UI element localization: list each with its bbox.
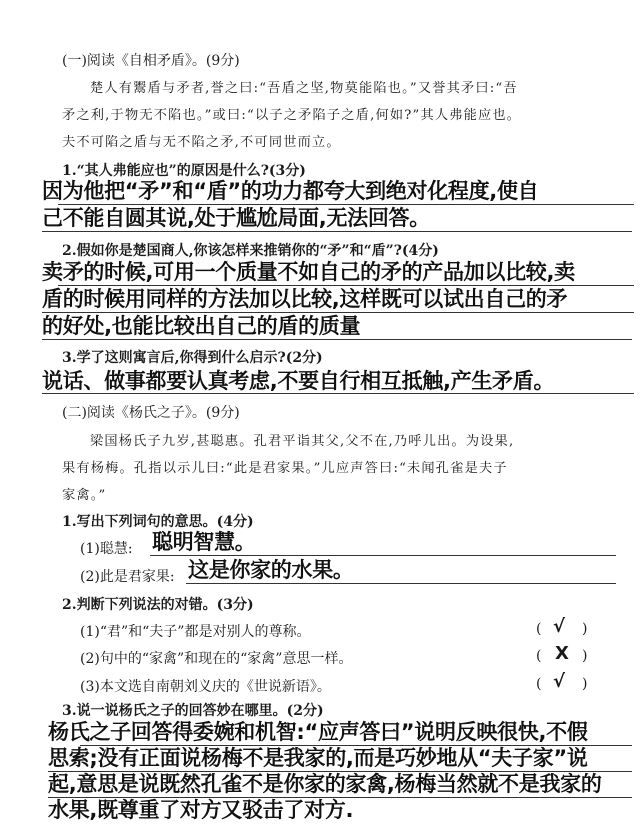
answer-underline xyxy=(186,583,616,584)
judgement-3-text: (3)本文选自南朝刘义庆的《世说新语》。 xyxy=(80,679,331,695)
passage-1-line-2: 矛之利,于物无不陷也。”或曰:“以子之矛陷子之盾,何如?”其人弗能应也。 xyxy=(62,108,522,123)
answer-underline xyxy=(42,312,634,313)
answer-underline xyxy=(42,339,632,340)
section-heading-2: (二)阅读《杨氏之子》。(9分) xyxy=(62,405,240,421)
answer-1-2-line-1: 卖矛的时候,可用一个质量不如自己的矛的产品加以比较,卖 xyxy=(42,260,575,284)
judgement-2-paren-open: ( xyxy=(536,648,542,664)
judgement-3-paren-close: ) xyxy=(582,676,588,692)
answer-1-2-line-2: 盾的时候用同样的方法加以比较,这样既可以试出自己的矛 xyxy=(42,287,568,311)
question-1-2: 2.假如你是楚国商人,你该怎样来推销你的“矛”和“盾”?(4分) xyxy=(62,243,439,259)
judgement-3-paren-open: ( xyxy=(536,676,542,692)
passage-1-line-3: 夫不可陷之盾与无不陷之矛,不可同世而立。 xyxy=(62,135,341,150)
passage-2-line-1: 梁国杨氏子九岁,甚聪惠。孔君平诣其父,父不在,乃呼儿出。为设果, xyxy=(90,434,515,449)
answer-1-2-line-3: 的好处,也能比较出自己的盾的质量 xyxy=(42,314,361,338)
passage-2-line-2: 果有杨梅。孔指以示儿曰:“此是君家果。”儿应声答曰:“未闻孔雀是夫子 xyxy=(62,461,508,476)
item-2-1-2-answer: 这是你家的水果。 xyxy=(188,558,354,582)
item-2-1-1-answer: 聪明智慧。 xyxy=(152,530,256,554)
answer-underline xyxy=(42,393,634,394)
answer-1-1-line-2: 己不能自圆其说,处于尴尬局面,无法回答。 xyxy=(42,206,430,230)
answer-1-1-line-1: 因为他把“矛”和“盾”的功力都夸大到绝对化程度,使自 xyxy=(42,179,539,203)
answer-underline xyxy=(42,231,632,232)
question-2-2: 2.判断下列说法的对错。(3分) xyxy=(62,597,254,613)
answer-2-3-line-3: 起,意思是说既然孔雀不是你家的家禽,杨梅当然就不是我家的 xyxy=(48,772,602,796)
judgement-2-paren-close: ) xyxy=(582,648,588,664)
question-2-3: 3.说一说杨氏之子的回答妙在哪里。(2分) xyxy=(62,703,324,719)
judgement-2-text: (2)句中的“家禽”和现在的“家禽”意思一样。 xyxy=(80,651,353,667)
judgement-1-paren-close: ) xyxy=(582,621,588,637)
judgement-1-text: (1)“君”和“夫子”都是对别人的尊称。 xyxy=(80,624,311,640)
item-2-1-2-label: (2)此是君家果: xyxy=(80,569,175,585)
judgement-3-mark: √ xyxy=(553,671,566,692)
question-1-3: 3.学了这则寓言后,你得到什么启示?(2分) xyxy=(62,350,323,366)
answer-underline xyxy=(58,204,634,205)
section-heading-1: (一)阅读《自相矛盾》。(9分) xyxy=(62,53,240,69)
passage-1-line-1: 楚人有鬻盾与矛者,誉之曰:“吾盾之坚,物莫能陷也。”又誉其矛曰:“吾 xyxy=(90,81,518,96)
passage-2-line-3: 家禽。” xyxy=(62,488,107,503)
question-2-1: 1.写出下列词句的意思。(4分) xyxy=(62,514,254,530)
answer-2-3-line-1: 杨氏之子回答得委婉和机智:“应声答曰”说明反映很快,不假 xyxy=(48,720,588,744)
answer-1-3-line-1: 说话、做事都要认真考虑,不要自行相互抵触,产生矛盾。 xyxy=(42,369,555,393)
answer-2-3-line-4: 水果,既尊重了对方又驳击了对方. xyxy=(48,798,354,822)
answer-underline xyxy=(150,555,616,556)
item-2-1-1-label: (1)聪慧: xyxy=(80,541,133,557)
question-1-1: 1.“其人弗能应也”的原因是什么?(3分) xyxy=(62,163,306,179)
answer-underline xyxy=(58,285,634,286)
judgement-2-mark: X xyxy=(555,643,569,664)
judgement-1-paren-open: ( xyxy=(536,621,542,637)
judgement-1-mark: √ xyxy=(553,616,566,637)
answer-2-3-line-2: 思索;没有正面说杨梅不是我家的,而是巧妙地从“夫子家”说 xyxy=(48,746,588,770)
